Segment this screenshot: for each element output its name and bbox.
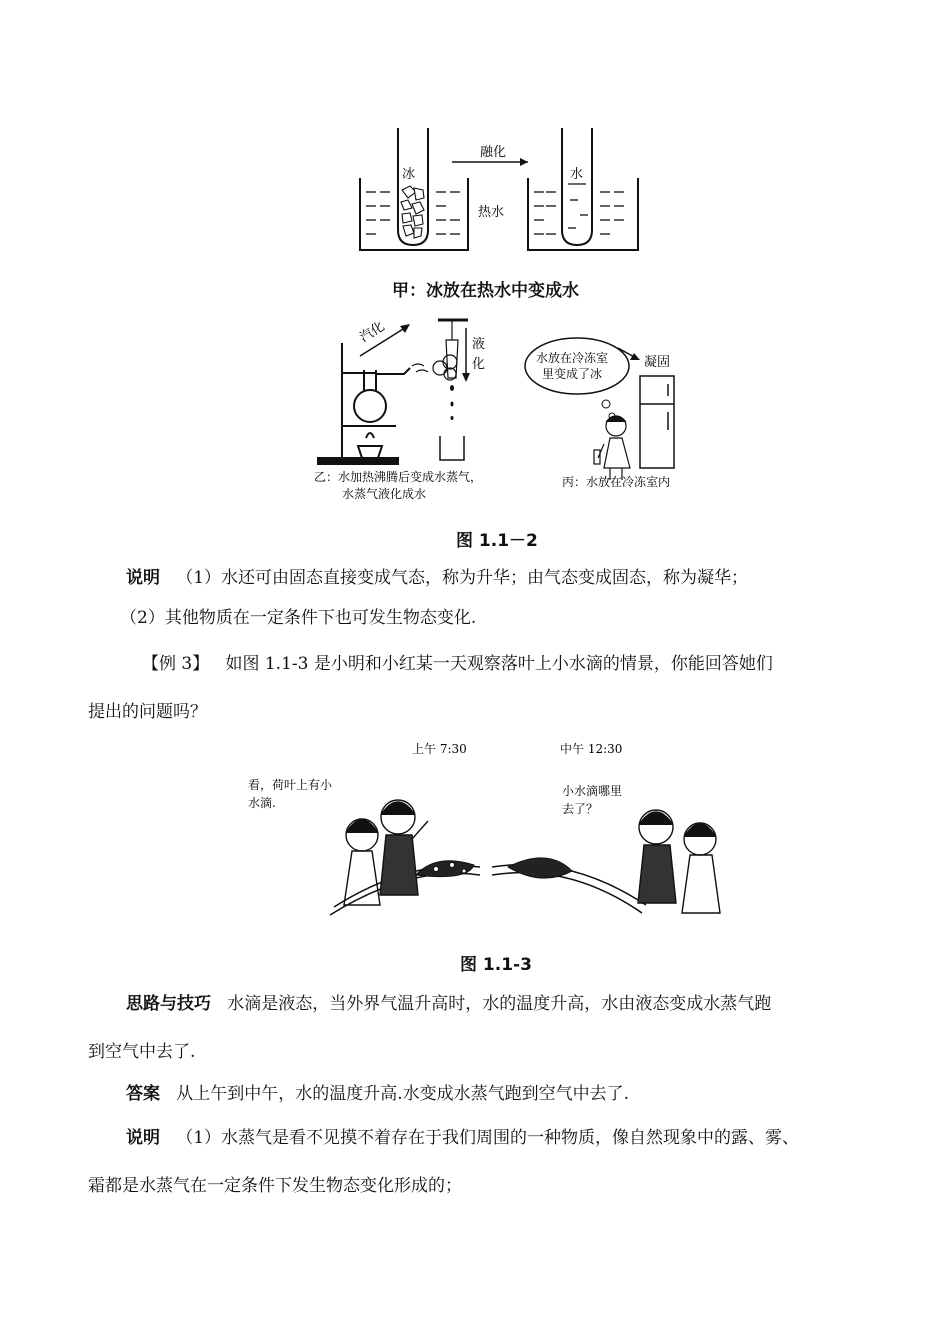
note2-line2: 霜都是水蒸气在一定条件下发生物态变化形成的；: [88, 1176, 462, 1196]
speech-left-line2: 水滴.: [248, 796, 276, 810]
answer-line: [126, 1082, 916, 1106]
label-vaporize: 汽化: [357, 319, 388, 346]
thinking-label: 思路与技巧: [126, 994, 211, 1014]
note2-line1: [126, 1126, 916, 1150]
note1-label: 说明: [126, 568, 160, 588]
caption-bing: 丙：水放在冷冻室内: [562, 475, 671, 489]
caption-yi-line2: 水蒸气液化成水: [342, 487, 427, 501]
note1-text1: （1）水还可由固态直接变成气态，称为升华；由气态变成固态，称为凝华；: [176, 568, 749, 588]
figure-state-changes: [300, 318, 700, 508]
example3-label: 【例 3】: [142, 654, 210, 674]
answer-text: 从上午到中午，水的温度升高.水变成水蒸气跑到空气中去了.: [176, 1084, 630, 1104]
answer-label: 答案: [126, 1084, 160, 1104]
thinking-line2: 到空气中去了.: [88, 1042, 196, 1062]
bubble-line1: 水放在冷冻室: [536, 351, 609, 365]
note2-label: 说明: [126, 1128, 160, 1148]
figure-title-1: 图 1.1－2: [456, 531, 538, 551]
thinking-line1: [126, 992, 916, 1016]
speech-right-line2: 去了？: [562, 802, 599, 816]
example3-line2: 提出的问题吗？: [88, 702, 207, 722]
figure-title-2: 图 1.1-3: [460, 955, 532, 975]
caption-yi-line1: 乙：水加热沸腾后变成水蒸气，: [314, 470, 483, 484]
example3-line1: [142, 652, 932, 676]
note1-line2: （2）其他物质在一定条件下也可发生物态变化.: [120, 608, 477, 628]
note1-line1: [126, 566, 916, 590]
example3-text1: 如图 1.1-3 是小明和小红某一天观察落叶上小水滴的情景，你能回答她们: [225, 654, 773, 674]
label-liquefy-2: 化: [472, 357, 486, 372]
bubble-line2: 里变成了冰: [542, 367, 603, 381]
label-water: 水: [570, 167, 584, 182]
thinking-text1: 水滴是液态，当外界气温升高时，水的温度升高，水由液态变成水蒸气跑: [227, 994, 772, 1014]
label-melt: 融化: [480, 145, 507, 160]
time-right: 中午 12:30: [560, 742, 623, 756]
figure-lotus-drops: [230, 735, 750, 920]
caption-jia: 甲：冰放在热水中变成水: [392, 281, 579, 301]
speech-right-line1: 小水滴哪里: [562, 784, 623, 798]
label-liquefy-1: 液: [472, 337, 486, 352]
label-freeze: 凝固: [644, 355, 671, 370]
label-hot-water: 热水: [478, 205, 505, 220]
label-ice: 冰: [402, 167, 416, 182]
speech-left-line1: 看，荷叶上有小: [248, 778, 333, 792]
time-left: 上午 7:30: [412, 742, 467, 756]
figure-ice-melting: [350, 120, 650, 260]
note2-text1: （1）水蒸气是看不见摸不着存在于我们周围的一种物质，像自然现象中的露、雾、: [176, 1128, 800, 1148]
